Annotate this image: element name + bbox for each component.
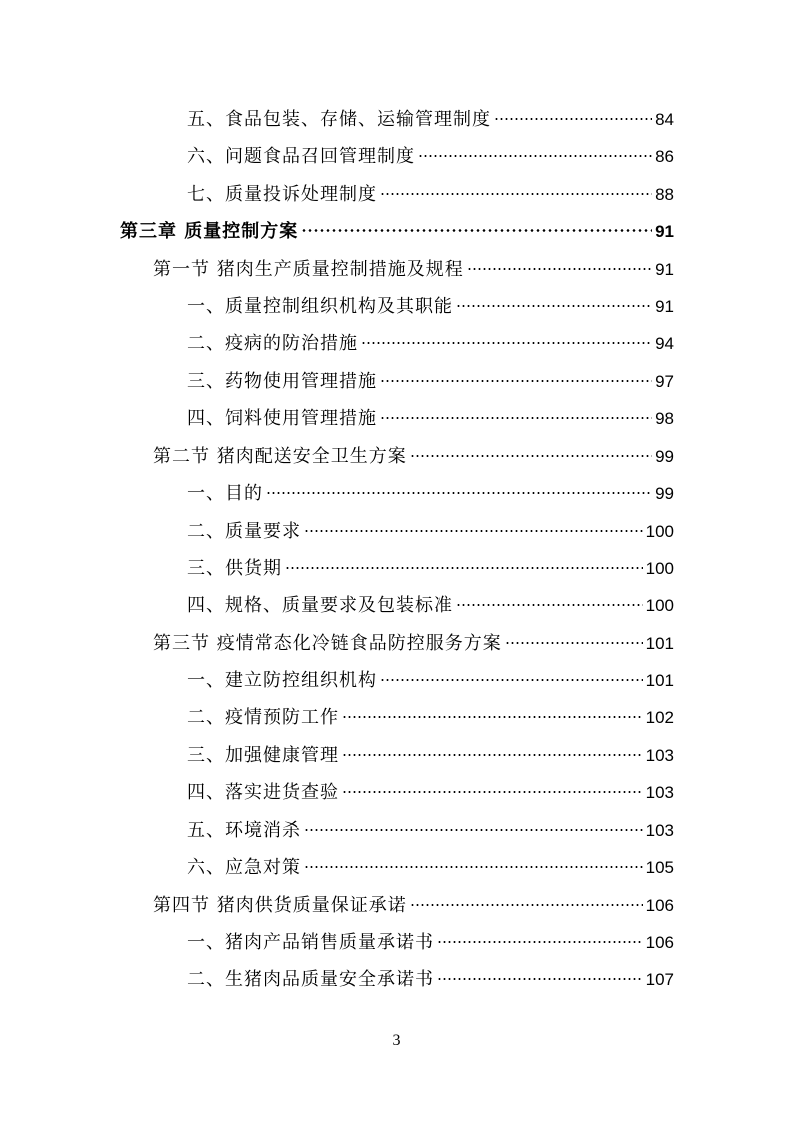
toc-section-title: 第二节 猪肉配送安全卫生方案 bbox=[153, 446, 407, 467]
toc-entry-title: 六、应急对策 bbox=[187, 857, 301, 878]
toc-entry[interactable] bbox=[187, 404, 674, 434]
toc-entry-page: 86 bbox=[655, 147, 674, 166]
toc-entry-title: 一、目的 bbox=[187, 483, 263, 504]
dot-leader bbox=[266, 492, 652, 494]
toc-entry-page: 88 bbox=[655, 185, 674, 204]
toc-chapter-title: 第三章 质量控制方案 bbox=[120, 221, 299, 242]
dot-leader bbox=[456, 604, 643, 606]
toc-entry[interactable] bbox=[187, 479, 674, 509]
toc-entry[interactable] bbox=[187, 554, 674, 584]
toc-entry-title: 二、疫病的防治措施 bbox=[187, 333, 358, 354]
dot-leader bbox=[418, 155, 652, 157]
toc-section-title: 第三节 疫情常态化冷链食品防控服务方案 bbox=[153, 633, 502, 654]
toc-entry[interactable] bbox=[187, 180, 674, 210]
toc-entry-title: 二、疫情预防工作 bbox=[187, 707, 339, 728]
toc-entry-page: 84 bbox=[655, 110, 674, 129]
toc-entry-page: 101 bbox=[645, 671, 674, 690]
toc-entry-page: 98 bbox=[655, 409, 674, 428]
toc-entry-page: 100 bbox=[645, 522, 674, 541]
toc-chapter-entry[interactable] bbox=[120, 217, 674, 247]
dot-leader bbox=[505, 642, 643, 644]
toc-section-entry[interactable] bbox=[153, 255, 674, 285]
dot-leader bbox=[304, 829, 643, 831]
dot-leader bbox=[342, 716, 643, 718]
toc-entry-title: 三、供货期 bbox=[187, 558, 282, 579]
toc-entry[interactable] bbox=[187, 965, 674, 995]
toc-entry-title: 一、猪肉产品销售质量承诺书 bbox=[187, 932, 434, 953]
dot-leader bbox=[437, 941, 643, 943]
toc-entry[interactable] bbox=[187, 142, 674, 172]
toc-entry[interactable] bbox=[187, 741, 674, 771]
toc-entry[interactable] bbox=[187, 666, 674, 696]
dot-leader bbox=[361, 342, 652, 344]
toc-entry-page: 100 bbox=[645, 596, 674, 615]
toc-entry-page: 100 bbox=[645, 559, 674, 578]
toc-entry-page: 103 bbox=[645, 783, 674, 802]
dot-leader bbox=[494, 118, 652, 120]
toc-entry-title: 一、建立防控组织机构 bbox=[187, 670, 377, 691]
toc-entry-page: 97 bbox=[655, 372, 674, 391]
dot-leader bbox=[456, 305, 652, 307]
toc-entry-title: 五、环境消杀 bbox=[187, 820, 301, 841]
toc-entry[interactable] bbox=[187, 591, 674, 621]
toc-entry-page: 101 bbox=[645, 634, 674, 653]
dot-leader bbox=[304, 866, 643, 868]
toc-entry-title: 七、质量投诉处理制度 bbox=[187, 184, 377, 205]
toc-entry-title: 二、生猪肉品质量安全承诺书 bbox=[187, 969, 434, 990]
toc-entry[interactable] bbox=[187, 292, 674, 322]
dot-leader bbox=[342, 754, 643, 756]
toc-entry-page: 91 bbox=[655, 260, 674, 279]
toc-entry-page: 103 bbox=[645, 746, 674, 765]
dot-leader bbox=[410, 904, 643, 906]
dot-leader bbox=[437, 978, 643, 980]
toc-entry-title: 三、加强健康管理 bbox=[187, 745, 339, 766]
toc-entry-title: 四、落实进货查验 bbox=[187, 782, 339, 803]
toc-section-title: 第四节 猪肉供货质量保证承诺 bbox=[153, 895, 407, 916]
toc-entry[interactable] bbox=[187, 928, 674, 958]
dot-leader bbox=[467, 268, 652, 270]
toc-entry-page: 99 bbox=[655, 484, 674, 503]
toc-entry-title: 二、质量要求 bbox=[187, 521, 301, 542]
toc-entry-page: 91 bbox=[655, 222, 674, 241]
dot-leader bbox=[380, 679, 643, 681]
dot-leader bbox=[301, 229, 652, 232]
toc-entry-title: 四、饲料使用管理措施 bbox=[187, 408, 377, 429]
toc-section-entry[interactable] bbox=[153, 629, 674, 659]
toc-entry[interactable] bbox=[187, 778, 674, 808]
toc-entry-page: 106 bbox=[645, 896, 674, 915]
page-number: 3 bbox=[392, 1032, 401, 1049]
dot-leader bbox=[285, 567, 643, 569]
toc-entry-page: 105 bbox=[645, 858, 674, 877]
toc-entry[interactable] bbox=[187, 703, 674, 733]
dot-leader bbox=[304, 530, 643, 532]
toc-entry-title: 四、规格、质量要求及包装标准 bbox=[187, 595, 453, 616]
toc-section-title: 第一节 猪肉生产质量控制措施及规程 bbox=[153, 259, 464, 280]
toc-entry-page: 94 bbox=[655, 334, 674, 353]
toc-entry-title: 一、质量控制组织机构及其职能 bbox=[187, 296, 453, 317]
toc-entry[interactable] bbox=[187, 517, 674, 547]
dot-leader bbox=[380, 417, 652, 419]
toc-entry-title: 六、问题食品召回管理制度 bbox=[187, 146, 415, 167]
dot-leader bbox=[342, 791, 643, 793]
toc-entry[interactable] bbox=[187, 853, 674, 883]
toc-entry-page: 91 bbox=[655, 297, 674, 316]
toc-section-entry[interactable] bbox=[153, 891, 674, 921]
toc-entry[interactable] bbox=[187, 329, 674, 359]
toc-entry-title: 五、食品包装、存储、运输管理制度 bbox=[187, 109, 491, 130]
dot-leader bbox=[380, 193, 652, 195]
toc-entry-page: 103 bbox=[645, 821, 674, 840]
toc-entry[interactable] bbox=[187, 367, 674, 397]
toc-entry-title: 三、药物使用管理措施 bbox=[187, 371, 377, 392]
toc-entry[interactable] bbox=[187, 816, 674, 846]
dot-leader bbox=[380, 380, 652, 382]
toc-entry-page: 99 bbox=[655, 447, 674, 466]
toc-entry-page: 106 bbox=[645, 933, 674, 952]
toc-section-entry[interactable] bbox=[153, 442, 674, 472]
dot-leader bbox=[410, 455, 652, 457]
toc-entry-page: 107 bbox=[645, 970, 674, 989]
toc-entry[interactable] bbox=[187, 105, 674, 135]
toc-entry-page: 102 bbox=[645, 708, 674, 727]
